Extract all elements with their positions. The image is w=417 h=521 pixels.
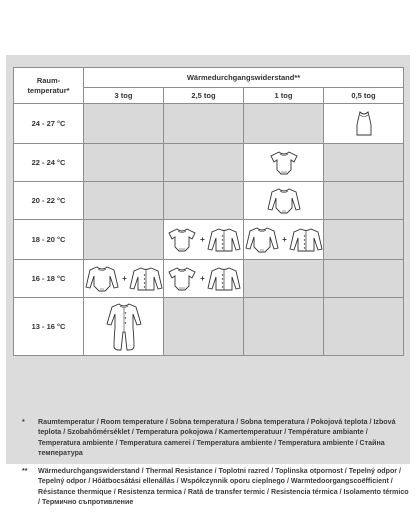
temperature-row [14,104,404,144]
column-header-1-tog: 1 tog [244,88,324,104]
tog-chart-panel [6,55,410,507]
jacket-icon [207,227,241,253]
jacket-icon [207,266,241,292]
temperature-row [14,144,404,182]
empty-cell [164,298,244,356]
empty-cell [324,144,404,182]
short-sleeve-bodysuit-icon [166,227,198,253]
recommended-clothing-cell [164,260,244,298]
temperature-row [14,260,404,298]
empty-cell [324,220,404,260]
empty-cell [244,260,324,298]
temperature-range-label: 24 - 27 °C [14,104,84,144]
footnote-mark: * [22,418,25,426]
empty-cell [324,260,404,298]
temperature-row [14,298,404,356]
column-header-2-5-tog: 2,5 tog [164,88,244,104]
recommended-clothing-cell [324,104,404,144]
empty-cell [164,104,244,144]
temperature-range-label: 18 - 20 °C [14,220,84,260]
plus-sign: + [200,235,205,244]
short-sleeve-bodysuit-icon [166,266,198,292]
recommended-clothing-cell [84,260,164,298]
temperature-rows [14,104,404,356]
temperature-range-label: 16 - 18 °C [14,260,84,298]
plus-sign: + [122,274,127,283]
empty-cell [84,104,164,144]
jacket-icon [289,227,323,253]
recommended-clothing-cell [84,298,164,356]
temperature-row [14,220,404,260]
empty-cell [244,298,324,356]
footed-sleepsuit-icon [104,302,144,352]
recommended-clothing-cell [164,220,244,260]
temperature-range-label: 13 - 16 °C [14,298,84,356]
empty-cell [164,182,244,220]
jacket-icon [129,266,163,292]
empty-cell [84,220,164,260]
tog-table [13,67,404,356]
recommended-clothing-cell [244,144,324,182]
footnote-room-temperature [22,417,410,458]
empty-cell [84,182,164,220]
empty-cell [324,298,404,356]
footnote-text: Wärmedurchgangswiderstand / Thermal Resistance / Toplotni razred / Toplinska otpornost / Tepelný odpor / Tepelný odpor / Hőátbocsátási ellenállás / Współczynnik oporu cieplnego / Warmtedoorgangscoëfficient / Résistance thermique / Resistenza termica / Rată de transfer termic / Resistencia térmica / Isolamento térmico / Термично съпротивление [38,467,409,507]
room-temperature-header: Raum- temperatur* [14,68,84,104]
empty-cell [244,104,324,144]
footnote-thermal-resistance [22,466,410,507]
short-sleeve-bodysuit-icon [268,150,300,176]
empty-cell [84,144,164,182]
recommended-clothing-cell [244,220,324,260]
long-sleeve-bodysuit-icon [244,226,280,254]
column-header-3-tog: 3 tog [84,88,164,104]
empty-cell [324,182,404,220]
footnote-mark: ** [22,467,28,476]
temperature-row [14,182,404,220]
long-sleeve-bodysuit-icon [266,187,302,215]
plus-sign: + [282,235,287,244]
column-header-0-5-tog: 0,5 tog [324,88,404,104]
empty-cell [164,144,244,182]
sleeveless-sleepsuit-icon [353,111,375,137]
plus-sign: + [200,274,205,283]
thermal-resistance-header: Wärmedurchgangswiderstand** [84,68,404,88]
long-sleeve-bodysuit-icon [84,265,120,293]
footnotes [22,417,410,515]
recommended-clothing-cell [244,182,324,220]
temperature-range-label: 20 - 22 °C [14,182,84,220]
temperature-range-label: 22 - 24 °C [14,144,84,182]
footnote-text: Raumtemperatur / Room temperature / Sobna temperatura / Sobna temperatura / Pokojová teplota / Izbová teplota / Szobahőmérséklet / Temperatura pokojowa / Kamertemperatuur / Température ambiante / Temperatura ambiente / Temperatura camerei / Temperatura ambiente / Temperatura ambiente / Стайна температура [38,418,396,457]
